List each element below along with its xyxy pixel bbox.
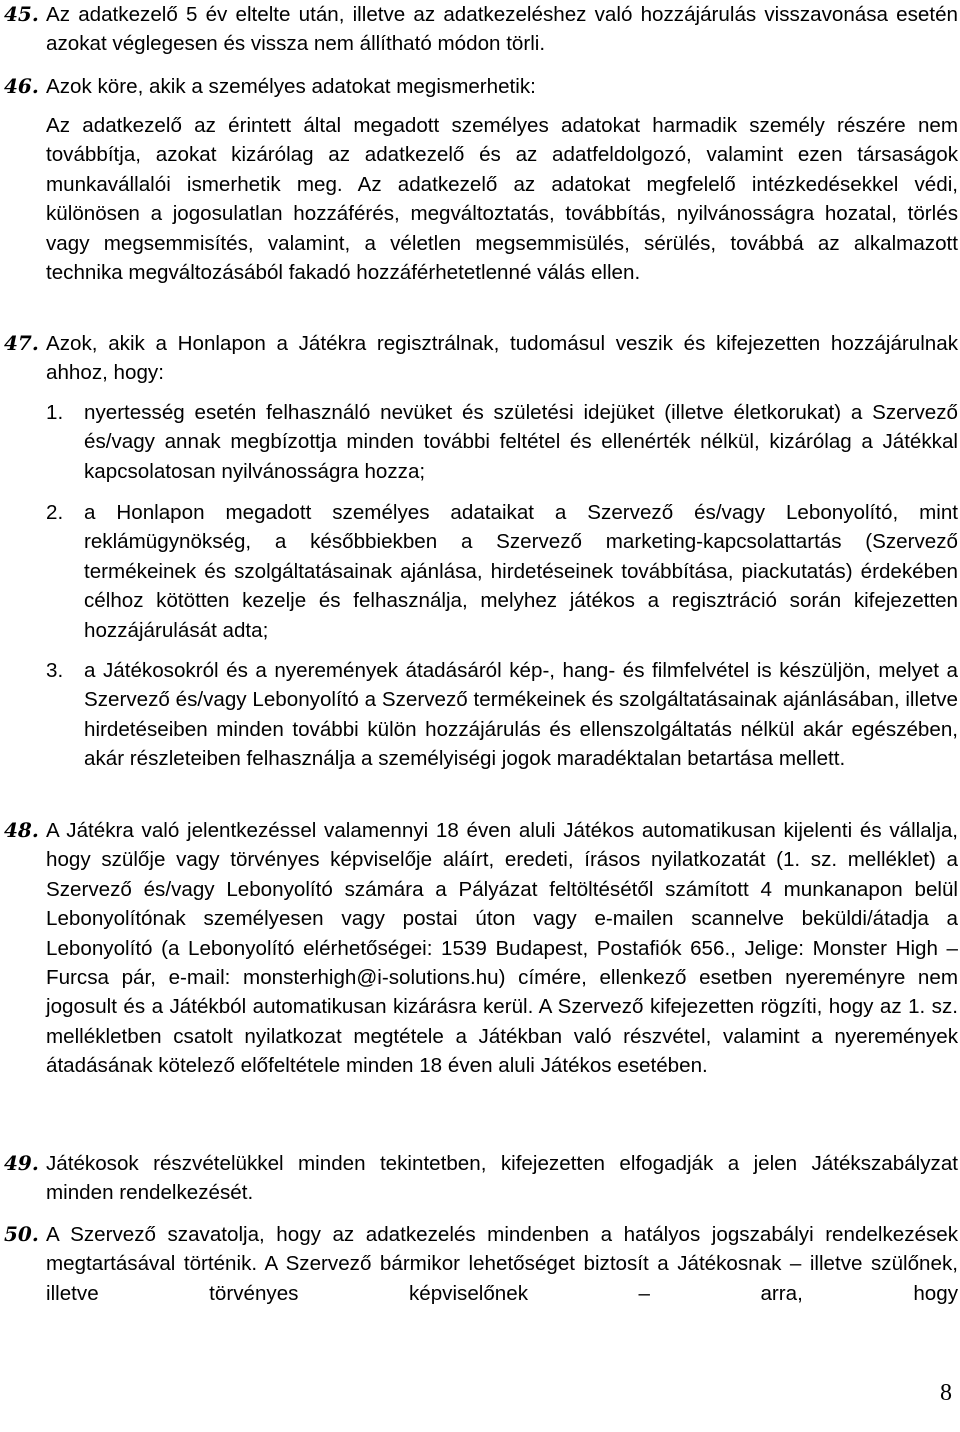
clause-number: 47. <box>4 331 39 355</box>
clause-text: Játékosok részvételükkel minden tekintetben, kifejezetten elfogadják a jelen Játékszabályzat minden rendelkezését. <box>46 1152 958 1205</box>
clause-number: 45. <box>4 2 39 26</box>
page-number: 8 <box>940 1380 952 1406</box>
clause-number: 46. <box>4 74 39 98</box>
clause-text: Az adatkezelő az érintett által megadott személyes adatokat harmadik személy részére nem továbbítja, azokat kizárólag az adatkezelő és az adatfeldolgozó, valamint ezen társaságok munkavállalói ismerhetik meg. Az adatkezelő az adatokat megfelelő intézkedésekkel védi, különösen a jogosulatlan hozzáférés, megváltoztatás, továbbítás, nyilvánosságra hozatal, törlés vagy megsemmisítés, valamint, a véletlen megsemmisülés, sérülés, továbbá az alkalmazott technika megváltozásából fakadó hozzáférhetetlenné válás ellen. <box>46 114 958 285</box>
clause-text: A Szervező szavatolja, hogy az adatkezelés mindenben a hatályos jogszabályi rendelkezések megtartásával történik. A Szervező bármikor lehetőséget biztosít a Játékosnak – illetve szülőnek, illetve törvényes képviselőnek – arra, hogy <box>46 1223 958 1305</box>
clause-heading: Azok köre, akik a személyes adatokat megismerhetik: <box>46 75 536 98</box>
clause-number: 48. <box>4 818 39 842</box>
subitem-number: 2. <box>46 501 64 524</box>
subitem-text: a Honlapon megadott személyes adataikat a Szervező és/vagy Lebonyolító, mint reklámügynökség, a későbbiekben a Szervező marketing-kapcsolattartás (Szervező termékeinek és szolgáltatásainak ajánlása, hirdetéseinek továbbítása, piackutatás) érdekében célhoz kötötten kezelje és felhasználja, melyhez játékos a regisztráció során kifejezetten hozzájárulását adta; <box>84 501 958 642</box>
clause-number: 49. <box>4 1151 39 1175</box>
subitem-text: nyertesség esetén felhasználó nevüket és születési idejüket (illetve életkorukat) a Szervező és/vagy annak megbízottja minden további feltétel és ellenérték nélkül, kizárólag a Játékkal kapcsolatosan nyilvánosságra hozza; <box>84 401 958 483</box>
subitem-number: 3. <box>46 659 64 682</box>
clause-text: Az adatkezelő 5 év eltelte után, illetve az adatkezeléshez való hozzájárulás visszavonása esetén azokat véglegesen és vissza nem állítható módon törli. <box>46 3 958 56</box>
clause-number: 50. <box>4 1222 39 1246</box>
clause-text: Azok, akik a Honlapon a Játékra regisztrálnak, tudomásul veszik és kifejezetten hozzájárulnak ahhoz, hogy: <box>46 332 958 385</box>
subitem-text: a Játékosokról és a nyeremények átadásáról kép-, hang- és filmfelvétel is készüljön, melyet a Szervező és/vagy Lebonyolító a Szervező termékeinek és szolgáltatásainak ajánlásában, illetve hirdetéseiben minden további külön hozzájárulás és ellenszolgáltatás nélkül akár egészében, akár részleteiben felhasználja a személyiségi jogok maradéktalan betartása mellett. <box>84 659 958 771</box>
clause-text: A Játékra való jelentkezéssel valamennyi 18 éven aluli Játékos automatikusan kijelenti és vállalja, hogy szülője vagy törvényes képviselője aláírt, eredeti, írásos nyilatkozatát (1. sz. melléklet) a Szervező és/vagy Lebonyolító számára a Pályázat feltöltésétől számított 4 munkanapon belül Lebonyolítónak személyesen vagy postai úton vagy e-mailen scannelve beküldi/átadja a Lebonyolító (a Lebonyolító elérhetőségei: 1539 Budapest, Postafiók 656., Jelige: Monster High – Furcsa pár, e-mail: monsterhigh@i-solutions.hu) címére, ellenkező esetben nyereményre nem jogosult és a Játékból automatikusan kizárásra kerül. A Szervező kifejezetten rögzíti, hogy az 1. sz. mellékletben csatolt nyilatkozat megtétele a Játékban való részvétel, valamint a nyeremények átadásának kötelező előfeltétele minden 18 éven aluli Játékos esetében. <box>46 819 958 1078</box>
subitem-number: 1. <box>46 401 64 424</box>
